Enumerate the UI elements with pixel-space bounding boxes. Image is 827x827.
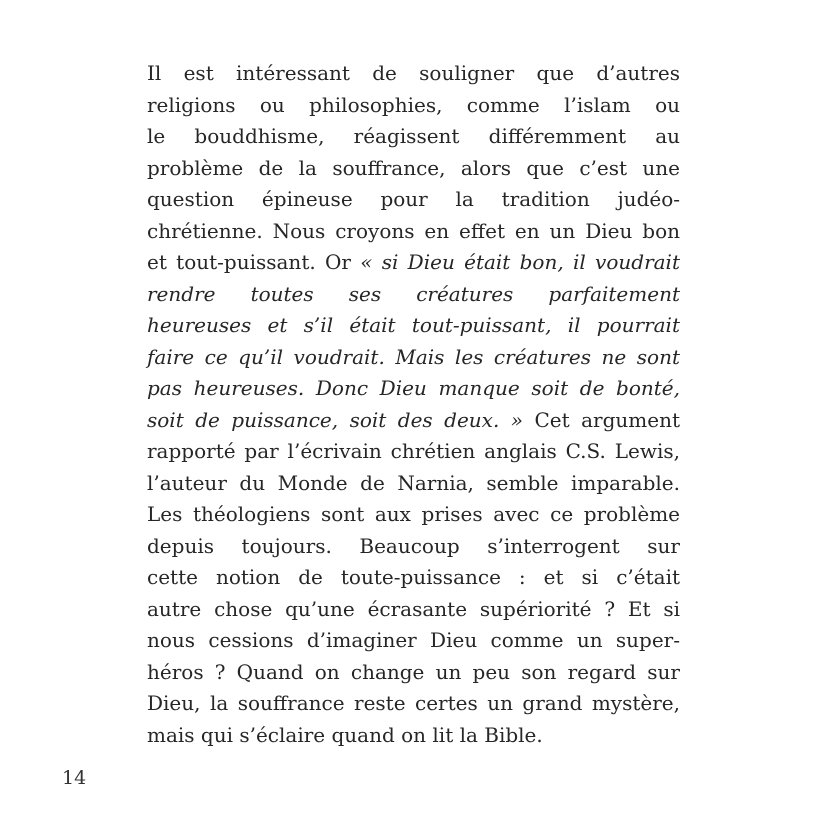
text-segment: Il est intéressant de souligner que d’autres — [147, 61, 680, 85]
text-segment: chrétienne. Nous croyons en effet en un Dieu bon — [147, 218, 680, 243]
text-segment: nous cessions d’imaginer Dieu comme un super- — [147, 628, 680, 652]
quote-italic-segment: faire ce qu’il voudrait. Mais les créatures ne sont — [147, 344, 680, 369]
text-line — [147, 153, 680, 185]
text-line — [147, 720, 680, 752]
text-segment: Les théologiens sont aux prises avec ce problème — [147, 502, 680, 526]
text-segment: depuis toujours. Beaucoup s’interrogent sur — [147, 533, 680, 558]
text-segment: le bouddhisme, réagissent différemment au — [147, 124, 680, 148]
text-line — [147, 688, 680, 720]
text-line — [147, 499, 680, 531]
text-line — [147, 657, 680, 689]
quote-italic-segment: « si Dieu était bon, il voudrait — [360, 250, 680, 274]
text-line — [147, 562, 680, 594]
text-segment: Cet argument — [523, 407, 680, 432]
quote-italic-segment: heureuses et s’il était tout-puissant, il pourrait — [147, 313, 680, 337]
text-segment: cette notion de toute-puissance : et si c’était — [147, 565, 680, 589]
text-line — [147, 405, 680, 437]
text-line — [147, 121, 680, 153]
page-number: 14 — [62, 767, 87, 789]
text-line — [147, 58, 680, 90]
quote-italic-segment: rendre toutes ses créatures parfaitement — [147, 281, 680, 306]
text-segment: religions ou philosophies, comme l’islam ou — [147, 92, 680, 117]
text-line — [147, 184, 680, 216]
text-line — [147, 594, 680, 626]
body-text — [147, 58, 680, 751]
text-segment: mais qui s’éclaire quand on lit la Bible. — [147, 722, 543, 747]
text-line — [147, 342, 680, 374]
text-line — [147, 468, 680, 500]
text-segment: rapporté par l’écrivain chrétien anglais C.S. Lewis, — [147, 439, 680, 463]
quote-italic-segment: soit de puissance, soit des deux. » — [147, 407, 523, 432]
quote-italic-segment: pas heureuses. Donc Dieu manque soit de bonté, — [147, 376, 680, 400]
text-line — [147, 436, 680, 468]
text-segment: autre chose qu’une écrasante supériorité ? Et si — [147, 596, 680, 621]
text-line — [147, 310, 680, 342]
text-line — [147, 373, 680, 405]
text-line — [147, 531, 680, 563]
text-segment: Dieu, la souffrance reste certes un grand mystère, — [147, 691, 680, 715]
text-segment: et tout-puissant. Or — [147, 250, 361, 274]
text-line — [147, 90, 680, 122]
text-segment: problème de la souffrance, alors que c’est une — [147, 155, 680, 180]
text-line — [147, 216, 680, 248]
text-segment: l’auteur du Monde de Narnia, semble imparable. — [147, 470, 680, 495]
text-line — [147, 279, 680, 311]
text-segment: question épineuse pour la tradition judéo- — [147, 187, 680, 211]
text-line — [147, 625, 680, 657]
text-line — [147, 247, 680, 279]
text-segment: héros ? Quand on change un peu son regard sur — [147, 659, 680, 684]
